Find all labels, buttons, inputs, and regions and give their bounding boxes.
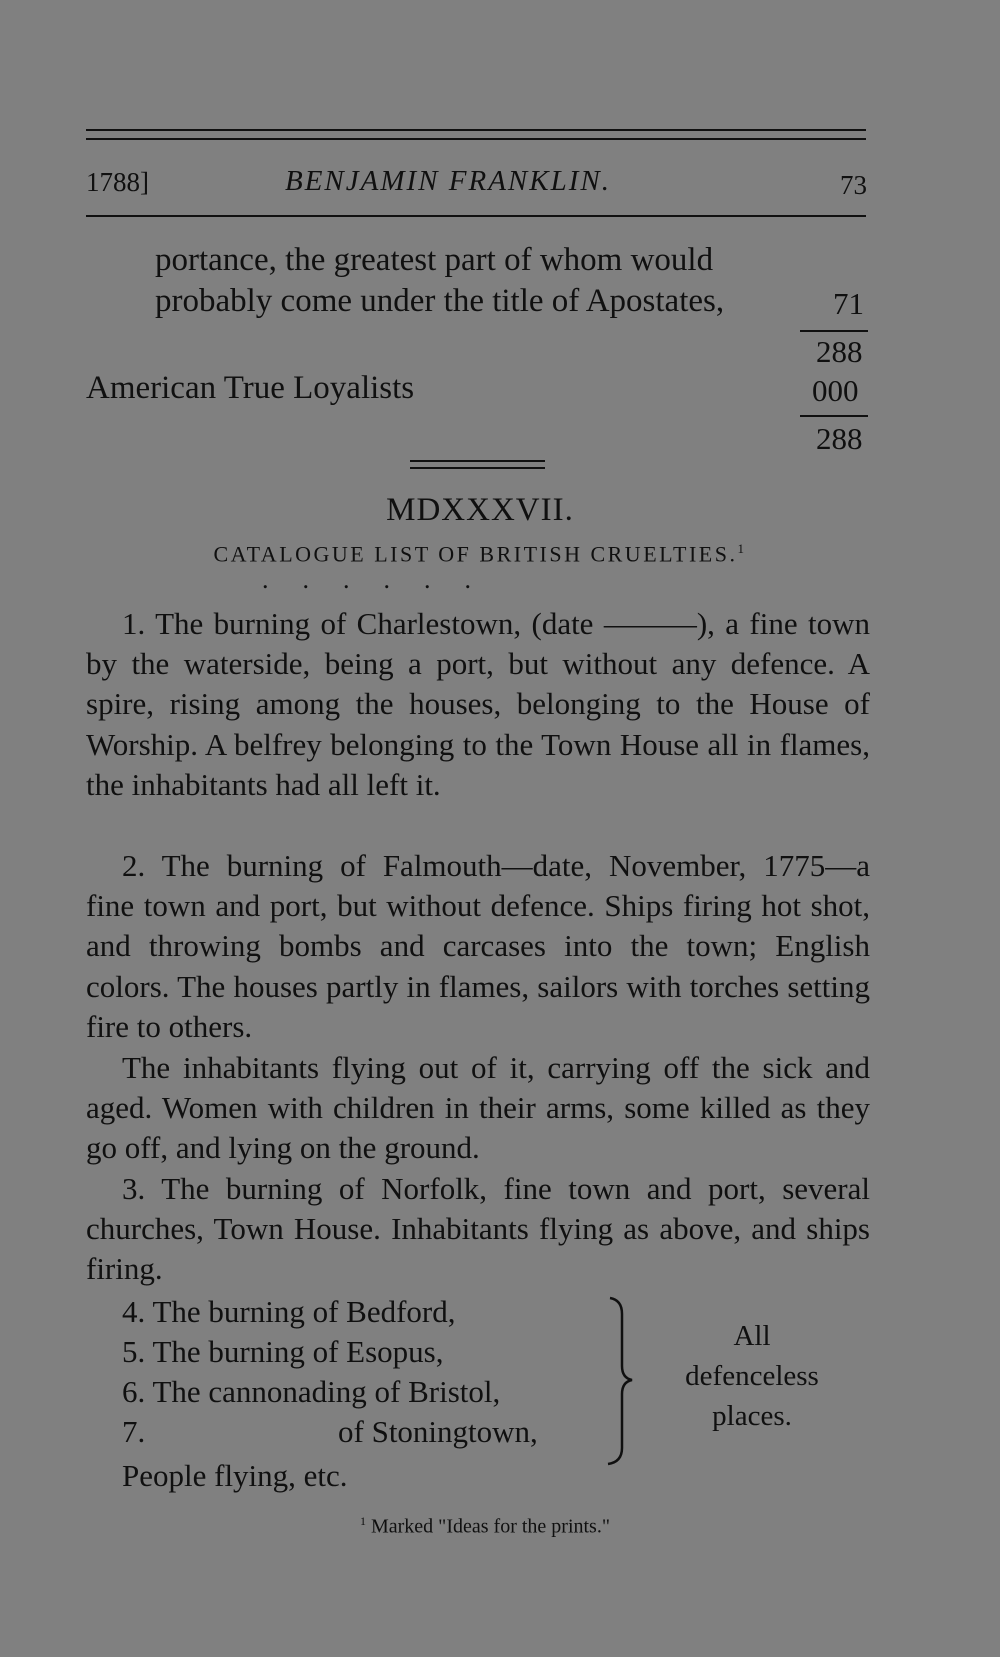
loyalists-value: 000 xyxy=(812,373,859,408)
section-number: MDXXXVII. xyxy=(386,492,574,528)
list-item-text: The burning of Bedford, xyxy=(152,1294,456,1329)
section-divider-2 xyxy=(410,467,545,469)
list-item xyxy=(122,1334,443,1370)
ellipsis-dots: ...... xyxy=(262,565,505,594)
group-note-line-2: defenceless xyxy=(685,1360,819,1392)
footnote-text: Marked "Ideas for the prints." xyxy=(370,1515,611,1538)
footnote xyxy=(0,1514,970,1539)
list-item-number: 4. xyxy=(122,1294,146,1329)
apostates-value: 71 xyxy=(833,286,864,321)
group-note-line-3: places. xyxy=(712,1400,792,1432)
section-title-line xyxy=(0,541,960,567)
section-footnote-marker: 1 xyxy=(737,541,747,556)
paragraph-4: 3. The burning of Norfolk, fine town and port, several churches, Town House. Inhabitants flying as above, and ships firing. xyxy=(86,1171,870,1287)
list-item xyxy=(122,1374,500,1410)
section-divider-1 xyxy=(410,460,545,462)
closing-line: People flying, etc. xyxy=(122,1458,348,1493)
footnote-marker: 1 xyxy=(359,1514,366,1528)
header-rule-top-2 xyxy=(86,138,866,140)
list-item xyxy=(122,1414,145,1450)
subtotal-value: 288 xyxy=(816,334,863,369)
list-item-text: The burning of Esopus, xyxy=(152,1334,444,1369)
list-item-text: of Stoningtown, xyxy=(338,1414,538,1449)
group-note-line-1: All xyxy=(733,1320,771,1352)
list-item xyxy=(122,1294,456,1330)
paragraph-3: The inhabitants flying out of it, carrying off the sick and aged. Women with children in their arms, some killed as they go off, and lying on the ground. xyxy=(86,1050,870,1166)
tally-intro-line-2: probably come under the title of Apostates, xyxy=(155,283,725,319)
page-number: 73 xyxy=(840,170,867,200)
running-head-title: BENJAMIN FRANKLIN. xyxy=(285,165,611,197)
tally-intro-line-1: portance, the greatest part of whom would xyxy=(155,242,714,278)
paragraph-1: 1. The burning of Charlestown, (date ———), a fine town by the waterside, being a port, but without any defence. A spire, rising among the houses, belonging to the House of Worship. A belfrey belonging to the Town House all in flames, the inhabitants had all left it. xyxy=(86,606,870,802)
sum-rule-2 xyxy=(800,415,868,417)
brace-icon xyxy=(600,1296,640,1466)
paragraph-2: 2. The burning of Falmouth—date, November, 1775—a fine town and port, but without defence. Ships firing hot shot, and throwing bombs and carcases into the town; English colors. The houses partly in flames, sailors with torches setting fire to others. xyxy=(86,848,870,1044)
list-item-text: The cannonading of Bristol, xyxy=(152,1374,501,1409)
header-rule-top-1 xyxy=(86,129,866,131)
header-rule-bottom xyxy=(86,215,866,217)
list-item-number: 5. xyxy=(122,1334,146,1369)
list-item-number: 7. xyxy=(122,1414,146,1449)
list-item-number: 6. xyxy=(122,1374,146,1409)
running-head-year: 1788] xyxy=(86,167,149,197)
sum-rule-1 xyxy=(800,330,868,332)
total-value: 288 xyxy=(816,421,863,456)
section-title: CATALOGUE LIST OF BRITISH CRUELTIES. xyxy=(213,541,738,567)
loyalists-label: American True Loyalists xyxy=(86,370,415,406)
